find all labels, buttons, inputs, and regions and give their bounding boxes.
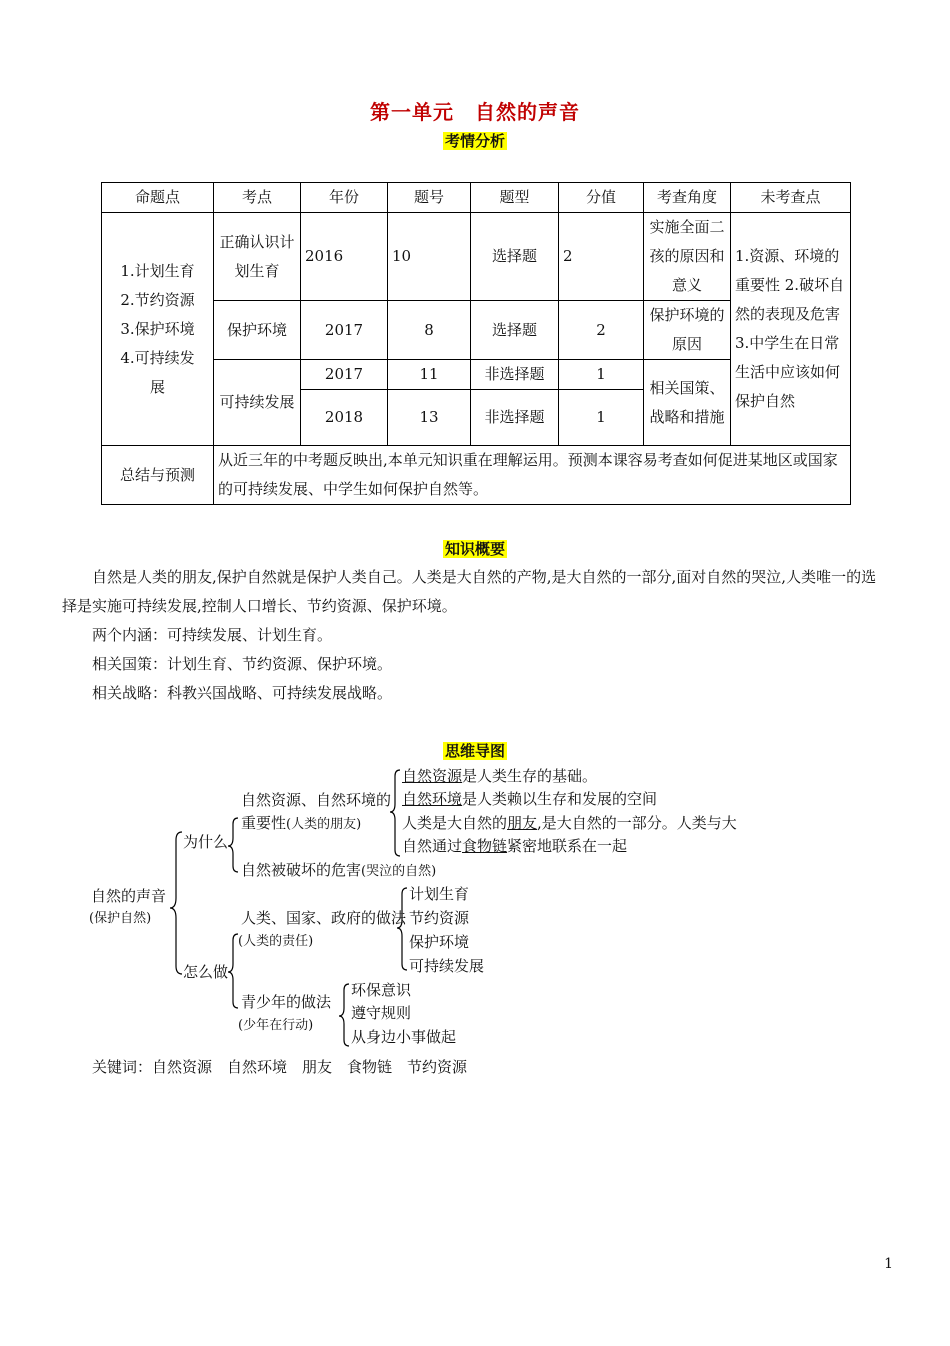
mindmap-teen: 青少年的做法 bbox=[241, 993, 332, 1011]
header-cell: 未考查点 bbox=[731, 183, 851, 213]
number-cell: 10 bbox=[388, 213, 471, 301]
unexamined-cell: 1.资源、环境的重要性 2.破坏自然的表现及危害 3.中学生在日常生活中应该如何保护自然 bbox=[731, 213, 851, 446]
header-cell: 年份 bbox=[301, 183, 388, 213]
section-heading-overview: 知识概要 bbox=[444, 540, 505, 558]
year-cell: 2017 bbox=[301, 301, 388, 360]
mindmap-importance: 自然资源、自然环境的 bbox=[241, 791, 392, 809]
number-cell: 8 bbox=[388, 301, 471, 360]
importance-bracket bbox=[390, 770, 400, 856]
mindmap-gov-item: 节约资源 bbox=[409, 909, 470, 927]
mindmap-root: 自然的声音 bbox=[91, 887, 167, 905]
overview-line: 相关战略：科教兴国战略、可持续发展战略。 bbox=[92, 684, 393, 702]
header-cell: 考点 bbox=[214, 183, 301, 213]
overview-line: 两个内涵：可持续发展、计划生育。 bbox=[92, 626, 333, 644]
page-title: 第一单元 自然的声音 bbox=[370, 100, 580, 124]
type-cell: 非选择题 bbox=[471, 390, 559, 446]
mindmap-importance-line2: 重要性(人类的朋友) bbox=[241, 814, 362, 832]
gov-bracket bbox=[397, 888, 407, 970]
mindmap-gov-note: (人类的责任) bbox=[238, 934, 314, 949]
number-cell: 11 bbox=[388, 360, 471, 390]
mindmap-root-note: (保护自然) bbox=[89, 911, 152, 926]
mindmap-leaf: 人类是大自然的朋友,是大自然的一部分。人类与大 bbox=[402, 814, 737, 832]
mindmap-teen-note: (少年在行动) bbox=[238, 1018, 314, 1033]
topic-points-cell: 1.计划生育 2.节约资源 3.保护环境 4.可持续发 展 bbox=[102, 213, 214, 446]
kaodian-cell: 可持续发展 bbox=[214, 360, 301, 446]
why-bracket bbox=[228, 818, 238, 872]
mindmap-leaf: 自然环境是人类赖以生存和发展的空间 bbox=[402, 790, 658, 808]
mindmap-leaf: 自然通过食物链紧密地联系在一起 bbox=[402, 837, 628, 855]
overview-paragraph: 自然是人类的朋友,保护自然就是保护人类自己。人类是大自然的产物,是大自然的一部分,面对自然的哭泣,人类唯一的选择是实施可持续发展,控制人口增长、节约资源、保护环境。 bbox=[62, 568, 877, 615]
page-number: 1 bbox=[884, 1256, 893, 1272]
mindmap-how: 怎么做 bbox=[183, 963, 229, 981]
mindmap-gov-item: 可持续发展 bbox=[409, 957, 485, 975]
mindmap-gov-item: 保护环境 bbox=[409, 933, 470, 951]
score-cell: 1 bbox=[559, 360, 644, 390]
summary-label: 总结与预测 bbox=[102, 446, 214, 505]
mindmap-harm: 自然被破坏的危害(哭泣的自然) bbox=[241, 861, 437, 879]
summary-text: 从近三年的中考题反映出,本单元知识重在理解运用。预测本课容易考查如何促进某地区或国家的可持续发展、中学生如何保护自然等。 bbox=[214, 446, 851, 505]
year-cell: 2017 bbox=[301, 360, 388, 390]
score-cell: 1 bbox=[559, 390, 644, 446]
root-bracket bbox=[170, 832, 182, 974]
score-cell: 2 bbox=[559, 213, 644, 301]
year-cell: 2018 bbox=[301, 390, 388, 446]
kaodian-cell: 正确认识计划生育 bbox=[214, 213, 301, 301]
header-cell: 考查角度 bbox=[644, 183, 731, 213]
type-cell: 选择题 bbox=[471, 301, 559, 360]
keywords-line: 关键词：自然资源 自然环境 朋友 食物链 节约资源 bbox=[92, 1058, 468, 1076]
score-cell: 2 bbox=[559, 301, 644, 360]
type-cell: 选择题 bbox=[471, 213, 559, 301]
teen-bracket bbox=[339, 984, 349, 1046]
overview-line: 相关国策：计划生育、节约资源、保护环境。 bbox=[92, 655, 393, 673]
section-heading-mindmap: 思维导图 bbox=[444, 742, 505, 760]
mindmap-why: 为什么 bbox=[183, 833, 229, 851]
section-heading-analysis: 考情分析 bbox=[444, 132, 505, 150]
header-cell: 命题点 bbox=[102, 183, 214, 213]
mindmap-leaf: 自然资源是人类生存的基础。 bbox=[402, 767, 598, 785]
mindmap-gov-item: 计划生育 bbox=[409, 885, 470, 903]
header-cell: 分值 bbox=[559, 183, 644, 213]
header-cell: 题号 bbox=[388, 183, 471, 213]
mindmap-teen-item: 遵守规则 bbox=[351, 1004, 412, 1022]
mindmap-teen-item: 从身边小事做起 bbox=[351, 1028, 457, 1046]
how-bracket bbox=[228, 934, 238, 1008]
mindmap-gov: 人类、国家、政府的做法 bbox=[241, 909, 407, 927]
year-cell: 2016 bbox=[301, 213, 388, 301]
kaodian-cell: 保护环境 bbox=[214, 301, 301, 360]
number-cell: 13 bbox=[388, 390, 471, 446]
header-cell: 题型 bbox=[471, 183, 559, 213]
angle-cell: 实施全面二孩的原因和意义 bbox=[644, 213, 731, 301]
angle-cell: 保护环境的原因 bbox=[644, 301, 731, 360]
mindmap-teen-item: 环保意识 bbox=[351, 981, 412, 999]
angle-cell: 相关国策、战略和措施 bbox=[644, 360, 731, 446]
type-cell: 非选择题 bbox=[471, 360, 559, 390]
